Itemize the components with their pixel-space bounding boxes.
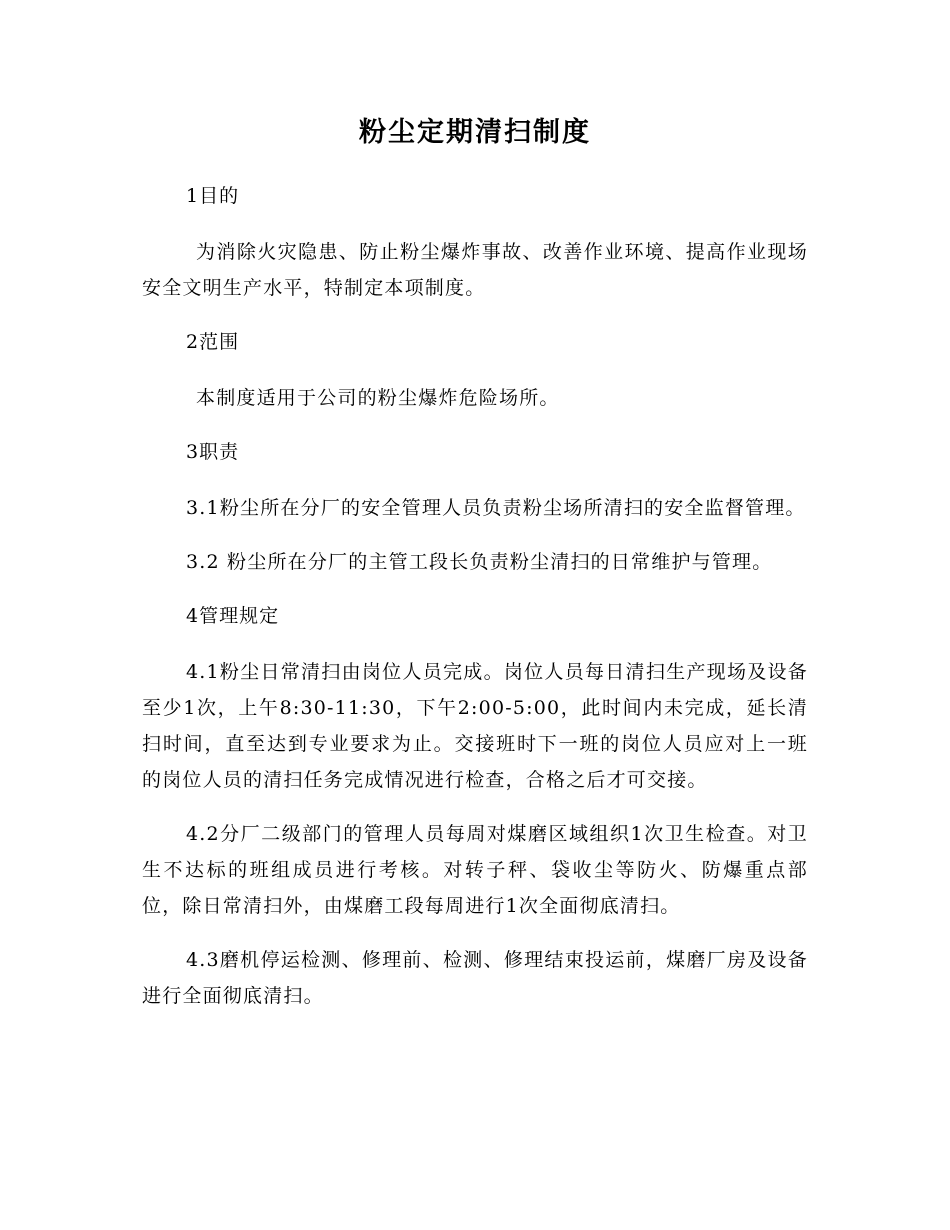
section-heading-duty: 3职责: [186, 441, 240, 463]
paragraph-rule-4-1: 4.1粉尘日常清扫由岗位人员完成。岗位人员每日清扫生产现场及设备至少1次，上午8:30-11:30，下午2:00-5:00，此时间内未完成，延长清扫时间，直至达到专业要求为止。交接班时下一班的岗位人员应对上一班的岗位人员的清扫任务完成情况进行检查，合格之后才可交接。: [142, 661, 808, 791]
paragraph-duty-3-2: 3.2 粉尘所在分厂的主管工段长负责粉尘清扫的日常维护与管理。: [186, 551, 773, 573]
paragraph-rule-4-2: 4.2分厂二级部门的管理人员每周对煤磨区域组织1次卫生检查。对卫生不达标的班组成员进行考核。对转子秤、袋收尘等防火、防爆重点部位，除日常清扫外，由煤磨工段每周进行1次全面彻底清扫。: [142, 823, 808, 917]
section-heading-purpose: 1目的: [186, 185, 240, 207]
paragraph-purpose: 为消除火灾隐患、防止粉尘爆炸事故、改善作业环境、提高作业现场安全文明生产水平，特制定本项制度。: [142, 241, 808, 299]
paragraph-rule-4-3: 4.3磨机停运检测、修理前、检测、修理结束投运前，煤磨厂房及设备进行全面彻底清扫。: [142, 949, 808, 1007]
section-heading-scope: 2范围: [186, 331, 240, 353]
paragraph-scope: 本制度适用于公司的粉尘爆炸危险场所。: [196, 387, 560, 409]
document-title: 粉尘定期清扫制度: [359, 117, 591, 148]
section-heading-rules: 4管理规定: [186, 605, 280, 627]
paragraph-duty-3-1: 3.1粉尘所在分厂的安全管理人员负责粉尘场所清扫的安全监督管理。: [186, 497, 806, 519]
